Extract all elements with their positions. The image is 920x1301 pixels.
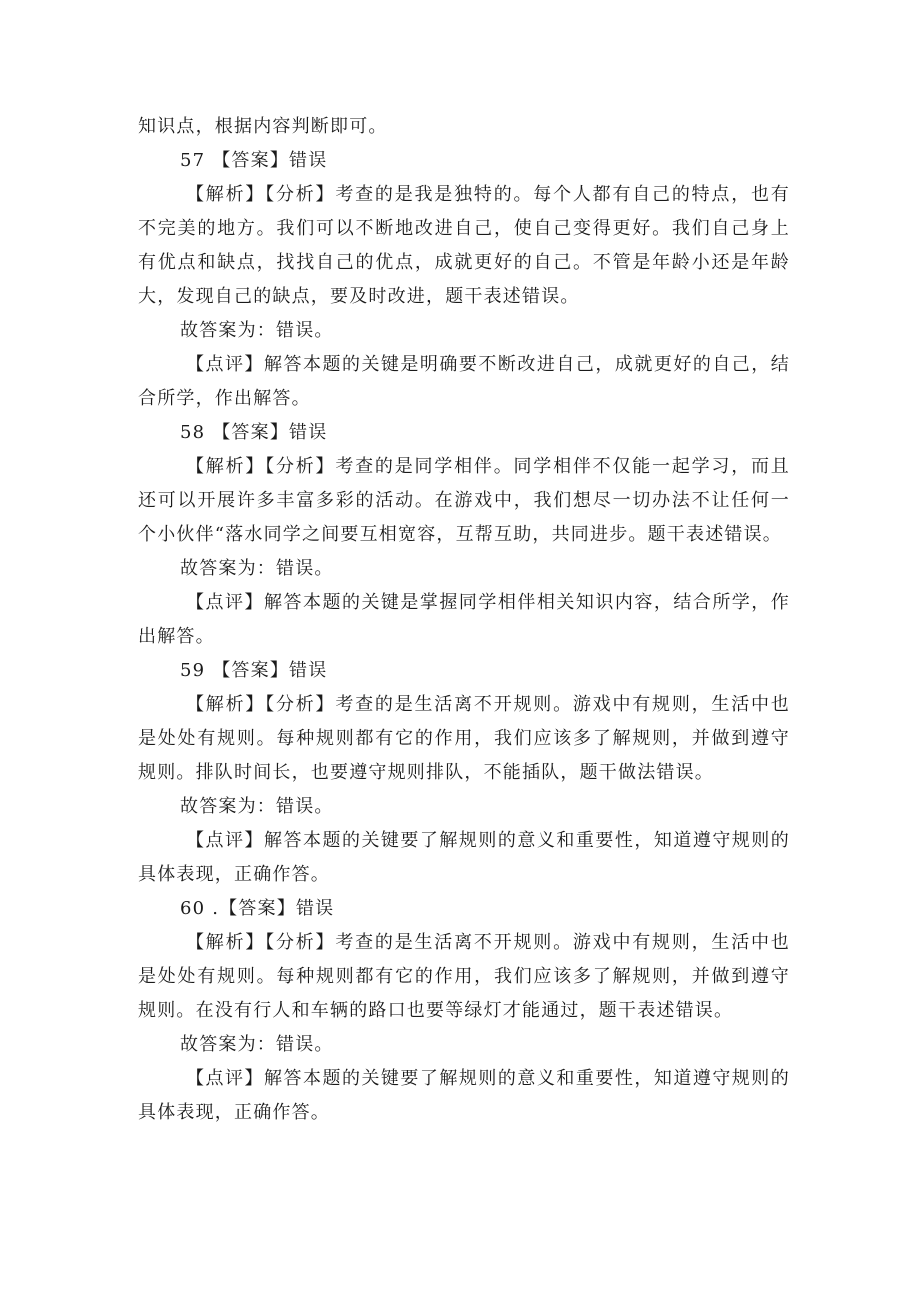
comment-59: 【点评】解答本题的关键要了解规则的意义和重要性，知道遵守规则的具体表现，正确作答。 xyxy=(138,830,790,885)
conclusion-57: 故答案为：错误。 xyxy=(180,320,334,341)
conclusion-59: 故答案为：错误。 xyxy=(180,796,334,817)
answer-heading-59: 59 【答案】错误 xyxy=(180,660,328,681)
answer-heading-60: 60 .【答案】错误 xyxy=(180,898,335,919)
conclusion-60: 故答案为：错误。 xyxy=(180,1034,334,1055)
paragraph-continuation: 知识点，根据内容判断即可。 xyxy=(138,116,388,137)
comment-58: 【点评】解答本题的关键是掌握同学相伴相关知识内容，结合所学，作出解答。 xyxy=(138,592,790,647)
conclusion-58: 故答案为：错误。 xyxy=(180,558,334,579)
analysis-60: 【解析】【分析】考查的是生活离不开规则。游戏中有规则，生活中也是处处有规则。每种规则都有它的作用，我们应该多了解规则，并做到遵守规则。在没有行人和车辆的路口也要等绿灯才能通过，题干表述错误。 xyxy=(138,932,790,1021)
analysis-59: 【解析】【分析】考查的是生活离不开规则。游戏中有规则，生活中也是处处有规则。每种规则都有它的作用，我们应该多了解规则，并做到遵守规则。排队时间长，也要遵守规则排队，不能插队，题干做法错误。 xyxy=(138,694,790,783)
comment-57: 【点评】解答本题的关键是明确要不断改进自己，成就更好的自己，结合所学，作出解答。 xyxy=(138,354,790,409)
comment-60: 【点评】解答本题的关键要了解规则的意义和重要性，知道遵守规则的具体表现，正确作答。 xyxy=(138,1068,790,1123)
answer-heading-57: 57 【答案】错误 xyxy=(180,150,328,171)
answer-heading-58: 58 【答案】错误 xyxy=(180,422,328,443)
answer-explanations xyxy=(138,110,790,1130)
analysis-58: 【解析】【分析】考查的是同学相伴。同学相伴不仅能一起学习，而且还可以开展许多丰富多彩的活动。在游戏中，我们想尽一切办法不让任何一个小伙伴“落水同学之间要互相宽容，互帮互助，共同进步。题干表述错误。 xyxy=(138,456,790,545)
analysis-57: 【解析】【分析】考查的是我是独特的。每个人都有自己的特点，也有不完美的地方。我们可以不断地改进自己，使自己变得更好。我们自己身上有优点和缺点，找找自己的优点，成就更好的自己。不管是年龄小还是年龄大，发现自己的缺点，要及时改进，题干表述错误。 xyxy=(138,184,790,307)
